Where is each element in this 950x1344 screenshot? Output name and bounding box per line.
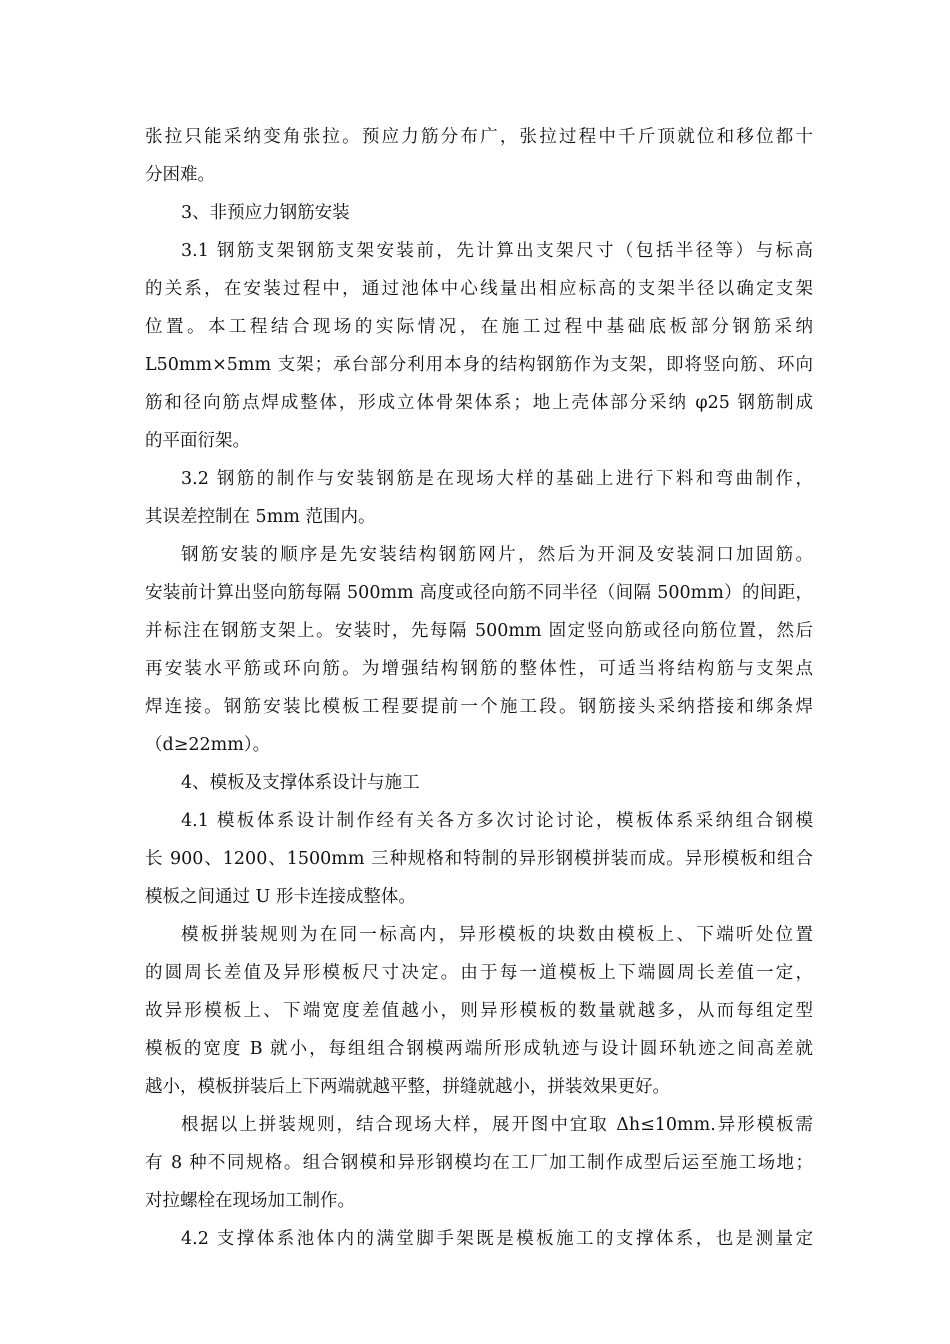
paragraph-line: 钢筋安装的顺序是先安装结构钢筋网片，然后为开洞及安装洞口加固筋。 <box>181 545 813 565</box>
document-body <box>145 118 813 1258</box>
section-heading: 4、模板及支撑体系设计与施工 <box>181 773 420 793</box>
section-heading: 3、非预应力钢筋安装 <box>181 203 350 223</box>
paragraph-line: L50mm×5mm 支架；承台部分利用本身的结构钢筋作为支架，即将竖向筋、环向 <box>145 355 813 375</box>
paragraph-line: 模板的宽度 B 就小，每组组合钢模两端所形成轨迹与设计圆环轨迹之间高差就 <box>145 1039 813 1059</box>
paragraph-line: 的圆周长差值及异形模板尺寸决定。由于每一道模板上下端圆周长差值一定， <box>145 963 813 983</box>
paragraph-line: 4.1 模板体系设计制作经有关各方多次讨论讨论，模板体系采纳组合钢模 <box>181 811 813 831</box>
paragraph-line: （d≥22mm）。 <box>145 735 271 755</box>
paragraph-line: 位置。本工程结合现场的实际情况，在施工过程中基础底板部分钢筋采纳 <box>145 317 813 337</box>
paragraph-line: 对拉螺栓在现场加工制作。 <box>145 1191 355 1211</box>
paragraph-line: 并标注在钢筋支架上。安装时，先每隔 500mm 固定竖向筋或径向筋位置，然后 <box>145 621 813 641</box>
paragraph-line: 根据以上拼装规则，结合现场大样，展开图中宜取 Δh≤10mm.异形模板需 <box>181 1115 813 1135</box>
paragraph-line: 3.2 钢筋的制作与安装钢筋是在现场大样的基础上进行下料和弯曲制作， <box>181 469 813 489</box>
paragraph-line: 模板之间通过 U 形卡连接成整体。 <box>145 887 416 907</box>
paragraph-line: 再安装水平筋或环向筋。为增强结构钢筋的整体性，可适当将结构筋与支架点 <box>145 659 813 679</box>
paragraph-line: 3.1 钢筋支架钢筋支架安装前，先计算出支架尺寸（包括半径等）与标高 <box>181 241 813 261</box>
paragraph-line: 有 8 种不同规格。组合钢模和异形钢模均在工厂加工制作成型后运至施工场地； <box>145 1153 813 1173</box>
paragraph-line: 越小，模板拼装后上下两端就越平整，拼缝就越小，拼装效果更好。 <box>145 1077 670 1097</box>
paragraph-line: 4.2 支撑体系池体内的满堂脚手架既是模板施工的支撑体系，也是测量定 <box>181 1229 813 1249</box>
paragraph-line: 张拉只能采纳变角张拉。预应力筋分布广，张拉过程中千斤顶就位和移位都十 <box>145 127 813 147</box>
paragraph-line: 的平面衍架。 <box>145 431 250 451</box>
paragraph-line: 筋和径向筋点焊成整体，形成立体骨架体系；地上壳体部分采纳 φ25 钢筋制成 <box>145 393 813 413</box>
paragraph-line: 长 900、1200、1500mm 三种规格和特制的异形钢模拼装而成。异形模板和组合 <box>145 849 813 869</box>
paragraph-line: 模板拼装规则为在同一标高内，异形模板的块数由模板上、下端听处位置 <box>181 925 813 945</box>
paragraph-line: 故异形模板上、下端宽度差值越小，则异形模板的数量就越多，从而每组定型 <box>145 1001 813 1021</box>
paragraph-line: 安装前计算出竖向筋每隔 500mm 高度或径向筋不同半径（间隔 500mm）的间距， <box>145 583 813 603</box>
paragraph-line: 分困难。 <box>145 165 215 185</box>
paragraph-line: 其误差控制在 5mm 范围内。 <box>145 507 376 527</box>
paragraph-line: 焊连接。钢筋安装比模板工程要提前一个施工段。钢筋接头采纳搭接和绑条焊 <box>145 697 813 717</box>
paragraph-line: 的关系，在安装过程中，通过池体中心线量出相应标高的支架半径以确定支架 <box>145 279 813 299</box>
